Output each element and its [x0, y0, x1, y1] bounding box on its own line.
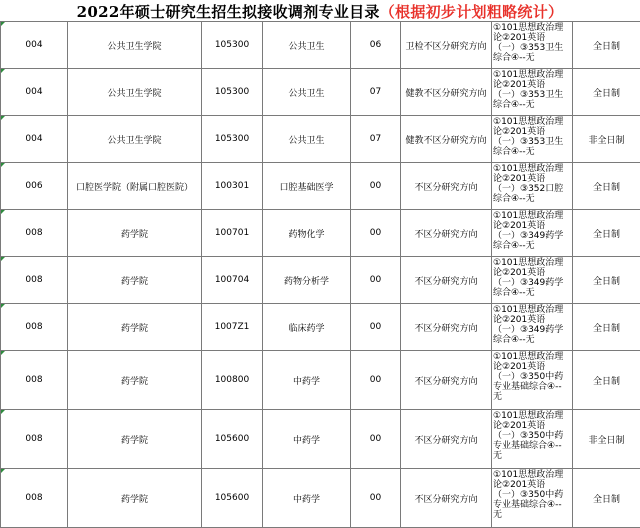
exam-subjects-cell: [492, 257, 573, 304]
major-cell: 公共卫生: [263, 69, 351, 116]
study-mode-cell: 非全日制: [573, 410, 640, 469]
exam-subject-line: ①101思想政治理: [493, 117, 572, 127]
major-cell: 公共卫生: [263, 116, 351, 163]
direction-code-cell: 00: [351, 410, 401, 469]
exam-subject-line: （一）③350中药: [493, 490, 572, 500]
exam-subject-line: 综合④--无: [493, 241, 572, 251]
research-direction-cell: 不区分研究方向: [401, 304, 492, 351]
exam-subjects-cell: [492, 116, 573, 163]
exam-subject-line: ①101思想政治理: [493, 211, 572, 221]
study-mode-cell: 全日制: [573, 69, 640, 116]
table-row: [1, 257, 640, 304]
exam-subject-line: ①101思想政治理: [493, 352, 572, 362]
exam-subject-line: 论②201英语: [493, 33, 572, 43]
table-row: [1, 163, 640, 210]
major-cell: 公共卫生: [263, 22, 351, 69]
department-code-cell: 008: [1, 351, 68, 410]
study-mode-cell: 非全日制: [573, 116, 640, 163]
page-title: [0, 0, 640, 22]
major-code-cell: 100800: [202, 351, 263, 410]
major-cell: 药物分析学: [263, 257, 351, 304]
exam-subject-line: 论②201英语: [493, 174, 572, 184]
research-direction-cell: 不区分研究方向: [401, 210, 492, 257]
title-main: 2022年硕士研究生招生拟接收调剂专业目录: [77, 1, 380, 22]
exam-subject-line: （一）③349药学: [493, 278, 572, 288]
research-direction-cell: 健教不区分研究方向: [401, 116, 492, 163]
exam-subject-line: （一）③353卫生: [493, 137, 572, 147]
title-note: （根据初步计划粗略统计）: [380, 1, 564, 22]
exam-subject-line: ①101思想政治理: [493, 305, 572, 315]
department-cell: 药学院: [68, 257, 202, 304]
table-row: [1, 351, 640, 410]
exam-subject-line: 论②201英语: [493, 315, 572, 325]
exam-subjects-cell: [492, 351, 573, 410]
department-code-cell: 008: [1, 410, 68, 469]
exam-subject-line: 专业基础综合④--: [493, 500, 572, 510]
department-cell: 公共卫生学院: [68, 69, 202, 116]
exam-subject-line: 专业基础综合④--: [493, 441, 572, 451]
exam-subjects-cell: [492, 69, 573, 116]
major-code-cell: 100301: [202, 163, 263, 210]
exam-subject-line: 论②201英语: [493, 421, 572, 431]
table-row: [1, 22, 640, 69]
exam-subject-line: 论②201英语: [493, 80, 572, 90]
table-row: [1, 210, 640, 257]
exam-subject-line: 无: [493, 451, 572, 461]
exam-subject-line: （一）③350中药: [493, 372, 572, 382]
exam-subject-line: （一）③353卫生: [493, 43, 572, 53]
department-cell: 药学院: [68, 304, 202, 351]
table-row: [1, 304, 640, 351]
department-cell: 药学院: [68, 410, 202, 469]
exam-subject-line: 综合④--无: [493, 194, 572, 204]
exam-subject-line: 综合④--无: [493, 288, 572, 298]
direction-code-cell: 00: [351, 163, 401, 210]
research-direction-cell: 不区分研究方向: [401, 257, 492, 304]
exam-subject-line: ①101思想政治理: [493, 411, 572, 421]
study-mode-cell: 全日制: [573, 351, 640, 410]
direction-code-cell: 00: [351, 257, 401, 304]
department-code-cell: 008: [1, 210, 68, 257]
major-code-cell: 105300: [202, 116, 263, 163]
exam-subject-line: ①101思想政治理: [493, 23, 572, 33]
exam-subject-line: 论②201英语: [493, 480, 572, 490]
exam-subject-line: ①101思想政治理: [493, 164, 572, 174]
table-body: [1, 22, 640, 528]
exam-subjects-cell: [492, 304, 573, 351]
research-direction-cell: 不区分研究方向: [401, 351, 492, 410]
major-cell: 中药学: [263, 410, 351, 469]
major-code-cell: 100704: [202, 257, 263, 304]
table-row: [1, 116, 640, 163]
major-code-cell: 105300: [202, 22, 263, 69]
research-direction-cell: 健教不区分研究方向: [401, 69, 492, 116]
study-mode-cell: 全日制: [573, 257, 640, 304]
department-code-cell: 008: [1, 304, 68, 351]
study-mode-cell: 全日制: [573, 210, 640, 257]
table-row: [1, 69, 640, 116]
department-cell: 公共卫生学院: [68, 22, 202, 69]
major-cell: 口腔基础医学: [263, 163, 351, 210]
research-direction-cell: 卫检不区分研究方向: [401, 22, 492, 69]
direction-code-cell: 00: [351, 351, 401, 410]
exam-subject-line: ①101思想政治理: [493, 470, 572, 480]
major-cell: 中药学: [263, 351, 351, 410]
major-cell: 药物化学: [263, 210, 351, 257]
research-direction-cell: 不区分研究方向: [401, 163, 492, 210]
study-mode-cell: 全日制: [573, 22, 640, 69]
exam-subject-line: 论②201英语: [493, 362, 572, 372]
department-code-cell: 004: [1, 116, 68, 163]
exam-subject-line: 综合④--无: [493, 335, 572, 345]
department-code-cell: 004: [1, 22, 68, 69]
exam-subject-line: ①101思想政治理: [493, 70, 572, 80]
exam-subjects-cell: [492, 469, 573, 528]
study-mode-cell: 全日制: [573, 304, 640, 351]
exam-subject-line: （一）③353卫生: [493, 90, 572, 100]
exam-subject-line: 综合④--无: [493, 53, 572, 63]
exam-subjects-cell: [492, 410, 573, 469]
department-cell: 公共卫生学院: [68, 116, 202, 163]
direction-code-cell: 00: [351, 469, 401, 528]
exam-subject-line: 专业基础综合④--: [493, 382, 572, 392]
direction-code-cell: 07: [351, 116, 401, 163]
exam-subject-line: 论②201英语: [493, 221, 572, 231]
table-row: [1, 469, 640, 528]
major-code-cell: 105600: [202, 410, 263, 469]
exam-subjects-cell: [492, 210, 573, 257]
exam-subject-line: 论②201英语: [493, 127, 572, 137]
department-code-cell: 008: [1, 469, 68, 528]
exam-subject-line: （一）③350中药: [493, 431, 572, 441]
table-row: [1, 410, 640, 469]
research-direction-cell: 不区分研究方向: [401, 469, 492, 528]
exam-subject-line: 论②201英语: [493, 268, 572, 278]
direction-code-cell: 00: [351, 304, 401, 351]
department-code-cell: 004: [1, 69, 68, 116]
department-cell: 药学院: [68, 210, 202, 257]
major-cell: 临床药学: [263, 304, 351, 351]
direction-code-cell: 07: [351, 69, 401, 116]
exam-subject-line: （一）③349药学: [493, 325, 572, 335]
department-cell: 药学院: [68, 351, 202, 410]
major-code-cell: 105300: [202, 69, 263, 116]
major-code-cell: 105600: [202, 469, 263, 528]
direction-code-cell: 06: [351, 22, 401, 69]
department-cell: 药学院: [68, 469, 202, 528]
study-mode-cell: 全日制: [573, 469, 640, 528]
direction-code-cell: 00: [351, 210, 401, 257]
exam-subject-line: 综合④--无: [493, 147, 572, 157]
study-mode-cell: 全日制: [573, 163, 640, 210]
exam-subjects-cell: [492, 22, 573, 69]
research-direction-cell: 不区分研究方向: [401, 410, 492, 469]
department-code-cell: 008: [1, 257, 68, 304]
exam-subject-line: ①101思想政治理: [493, 258, 572, 268]
major-code-cell: 1007Z1: [202, 304, 263, 351]
exam-subject-line: 无: [493, 510, 572, 520]
major-code-cell: 100701: [202, 210, 263, 257]
exam-subject-line: 综合④--无: [493, 100, 572, 110]
exam-subject-line: 无: [493, 392, 572, 402]
department-code-cell: 006: [1, 163, 68, 210]
department-cell: 口腔医学院（附属口腔医院）: [68, 163, 202, 210]
exam-subject-line: （一）③352口腔: [493, 184, 572, 194]
exam-subjects-cell: [492, 163, 573, 210]
major-cell: 中药学: [263, 469, 351, 528]
exam-subject-line: （一）③349药学: [493, 231, 572, 241]
major-catalog-table: [0, 21, 640, 528]
